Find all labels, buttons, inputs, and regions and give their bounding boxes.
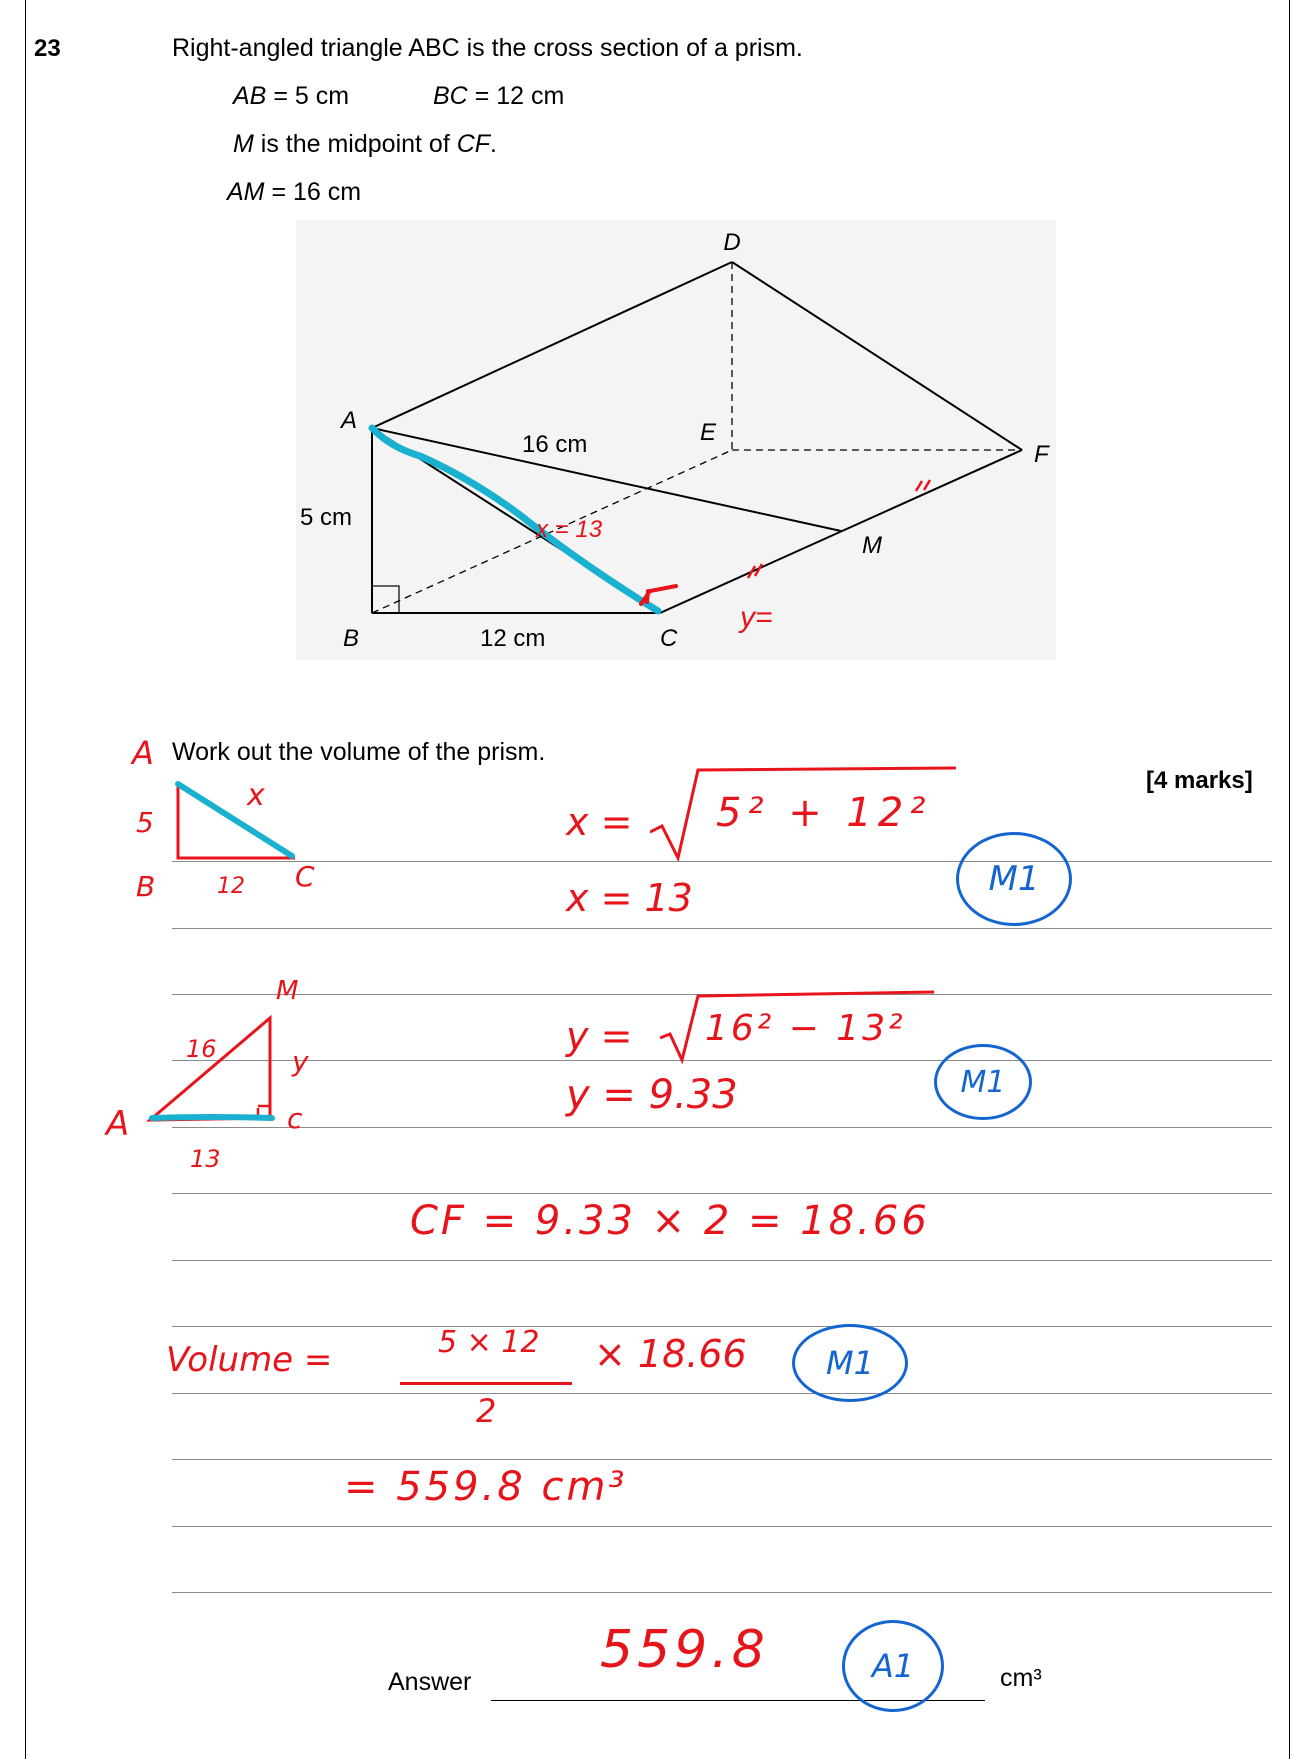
sketch1-c: C xyxy=(295,860,315,893)
answer-line-6 xyxy=(172,1193,1272,1194)
answer-value: 559.8 xyxy=(600,1620,769,1680)
sketch2-c: c xyxy=(287,1102,303,1135)
work-x-eq: x = xyxy=(566,800,633,844)
given-ab-value: = 5 cm xyxy=(273,82,350,110)
mark-a1: A1 xyxy=(842,1620,944,1712)
work-vol-fraction-bar xyxy=(400,1382,572,1385)
work-volume-label: Volume = xyxy=(166,1340,333,1380)
point-m: M xyxy=(862,532,882,559)
given-am-value: = 16 cm xyxy=(271,178,362,206)
given-cf: CF xyxy=(456,130,491,158)
work-vol-denominator: 2 xyxy=(476,1392,497,1430)
question-prompt: Work out the volume of the prism. xyxy=(172,738,546,766)
label-bc-12cm: 12 cm xyxy=(480,625,546,652)
sketch1-side-5: 5 xyxy=(136,806,154,839)
answer-line-8 xyxy=(172,1326,1272,1327)
answer-line-7 xyxy=(172,1260,1272,1261)
part-tag-a: A xyxy=(132,734,154,772)
given-bc-value: = 12 cm xyxy=(474,82,565,110)
marks-label: [4 marks] xyxy=(1146,767,1253,794)
point-e: E xyxy=(700,419,717,446)
sketch1-side-12: 12 xyxy=(217,874,245,899)
given-midpoint-end: . xyxy=(490,130,497,158)
answer-unit: cm³ xyxy=(1000,1664,1042,1692)
point-d: D xyxy=(723,229,741,256)
point-f: F xyxy=(1034,441,1049,468)
diagram-background xyxy=(296,220,1056,660)
answer-line-10 xyxy=(172,1459,1272,1460)
sketch2-a: A xyxy=(106,1104,130,1144)
point-b: B xyxy=(343,625,360,652)
sketch1-b: B xyxy=(136,870,156,903)
given-bc-label: BC xyxy=(433,82,468,110)
sketch2-base-highlight xyxy=(152,1117,272,1118)
work-vol-times: × 18.66 xyxy=(594,1332,747,1376)
work-y-result: y = 9.33 xyxy=(566,1072,738,1118)
prism-diagram xyxy=(0,0,1309,700)
sketch2-side-16: 16 xyxy=(186,1035,217,1063)
work-vol-numerator: 5 × 12 xyxy=(438,1325,540,1360)
annotation-y-eq: y= xyxy=(740,601,773,634)
given-ab-label: AB xyxy=(233,82,267,110)
label-ab-5cm: 5 cm xyxy=(300,504,353,531)
answer-line-11 xyxy=(172,1526,1272,1527)
work-x-radicand: 5² + 12² xyxy=(716,790,932,836)
answer-line-2 xyxy=(172,928,1272,929)
label-am-16cm: 16 cm xyxy=(522,431,588,458)
answer-line-5 xyxy=(172,1127,1272,1128)
point-a: A xyxy=(341,407,358,434)
sketch2-m: M xyxy=(276,976,299,1006)
work-vol-result: = 559.8 cm³ xyxy=(344,1464,628,1510)
sketch2-side-13: 13 xyxy=(190,1145,221,1173)
mark-m1-volume: M1 xyxy=(792,1324,908,1402)
question-intro: Right-angled triangle ABC is the cross section of a prism. xyxy=(172,34,803,62)
question-number: 23 xyxy=(34,35,61,62)
mark-m1-y: M1 xyxy=(934,1044,1032,1120)
answer-line-12 xyxy=(172,1592,1272,1593)
answer-line-9 xyxy=(172,1393,1272,1394)
annotation-x13: x = 13 xyxy=(536,516,603,543)
given-m: M xyxy=(233,130,254,158)
point-c: C xyxy=(660,625,678,652)
mark-m1-x: M1 xyxy=(956,832,1072,926)
work-x-result: x = 13 xyxy=(566,876,693,920)
sketch2-outline xyxy=(150,1018,270,1120)
work-y-eq: y = xyxy=(566,1014,633,1058)
work-y-radicand: 16² − 13² xyxy=(705,1008,906,1049)
sketch1-hypotenuse xyxy=(178,784,292,856)
work-cf: CF = 9.33 × 2 = 18.66 xyxy=(410,1198,930,1244)
sketch1-x: x xyxy=(247,778,265,813)
given-am-label: AM xyxy=(227,178,265,206)
given-midpoint-text: is the midpoint of xyxy=(253,130,457,158)
sketch2-y: y xyxy=(292,1045,309,1078)
answer-label: Answer xyxy=(388,1668,472,1696)
